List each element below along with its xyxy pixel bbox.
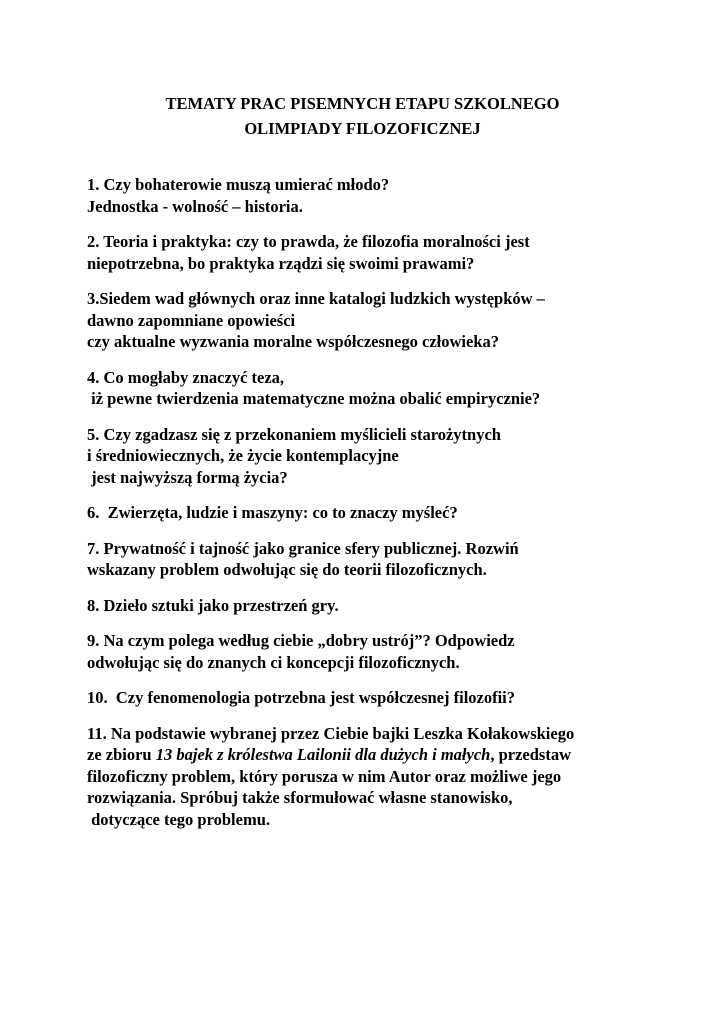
topic-1-line-1: 1. Czy bohaterowie muszą umierać młodo? (87, 175, 390, 194)
topic-4-line-1: 4. Co mogłaby znaczyć teza, (87, 367, 285, 387)
topic-3 (87, 288, 707, 353)
topic-11-line-5: dotyczące tego problemu. (87, 809, 270, 829)
topic-6 (87, 502, 707, 524)
topic-1-line-2: Jednostka - wolność – historia. (87, 196, 303, 216)
topic-11-line-4: rozwiązania. Spróbuj także sformułować własne stanowisko, (87, 788, 513, 807)
topic-5-line-3: jest najwyższą formą życia? (87, 467, 288, 487)
title-line-2: OLIMPIADY FILOZOFICZNEJ (244, 119, 481, 138)
topic-11-line-2-prefix: ze zbioru (87, 745, 156, 764)
topic-2-line-2: niepotrzebna, bo praktyka rządzi się swoimi prawami? (87, 253, 475, 273)
topic-5 (87, 424, 707, 489)
topics-list (87, 174, 707, 844)
topic-6-line-1: 6. Zwierzęta, ludzie i maszyny: co to znaczy myśleć? (87, 503, 458, 522)
document-title (0, 91, 725, 141)
topic-11 (87, 723, 707, 831)
topic-1 (87, 174, 707, 217)
title-line-1: TEMATY PRAC PISEMNYCH ETAPU SZKOLNEGO (165, 94, 560, 113)
topic-2-line-1: 2. Teoria i praktyka: czy to prawda, że filozofia moralności jest (87, 232, 530, 251)
topic-8-line-1: 8. Dzieło sztuki jako przestrzeń gry. (87, 595, 339, 615)
topic-11-line-2 (87, 744, 707, 766)
topic-11-line-2-suffix: , przedstaw (490, 745, 571, 764)
topic-4-line-2: iż pewne twierdzenia matematyczne można obalić empirycznie? (87, 389, 541, 408)
topic-9-line-1: 9. Na czym polega według ciebie „dobry ustrój”? Odpowiedz (87, 631, 515, 650)
topic-5-line-1: 5. Czy zgadzasz się z przekonaniem myślicieli starożytnych (87, 424, 501, 444)
topic-7-line-2: wskazany problem odwołując się do teorii filozoficznych. (87, 560, 487, 579)
topic-3-line-2: dawno zapomniane opowieści (87, 310, 296, 330)
topic-9-line-2: odwołując się do znanych ci koncepcji filozoficznych. (87, 652, 460, 672)
topic-3-line-3: czy aktualne wyzwania moralne współczesnego człowieka? (87, 332, 499, 351)
topic-2 (87, 231, 707, 274)
book-title: 13 bajek z królestwa Lailonii dla dużych i małych (155, 745, 491, 764)
topic-7 (87, 538, 707, 581)
topic-8 (87, 595, 707, 617)
topic-11-line-1: 11. Na podstawie wybranej przez Ciebie bajki Leszka Kołakowskiego (87, 723, 575, 743)
topic-10-line-1: 10. Czy fenomenologia potrzebna jest współczesnej filozofii? (87, 688, 516, 707)
topic-11-line-3: filozoficzny problem, który porusza w nim Autor oraz możliwe jego (87, 766, 562, 786)
topic-10 (87, 687, 707, 709)
topic-4 (87, 367, 707, 410)
topic-3-line-1: 3.Siedem wad głównych oraz inne katalogi ludzkich występków – (87, 289, 545, 308)
topic-9 (87, 630, 707, 673)
topic-7-line-1: 7. Prywatność i tajność jako granice sfery publicznej. Rozwiń (87, 538, 519, 558)
topic-5-line-2: i średniowiecznych, że życie kontemplacyjne (87, 446, 399, 465)
